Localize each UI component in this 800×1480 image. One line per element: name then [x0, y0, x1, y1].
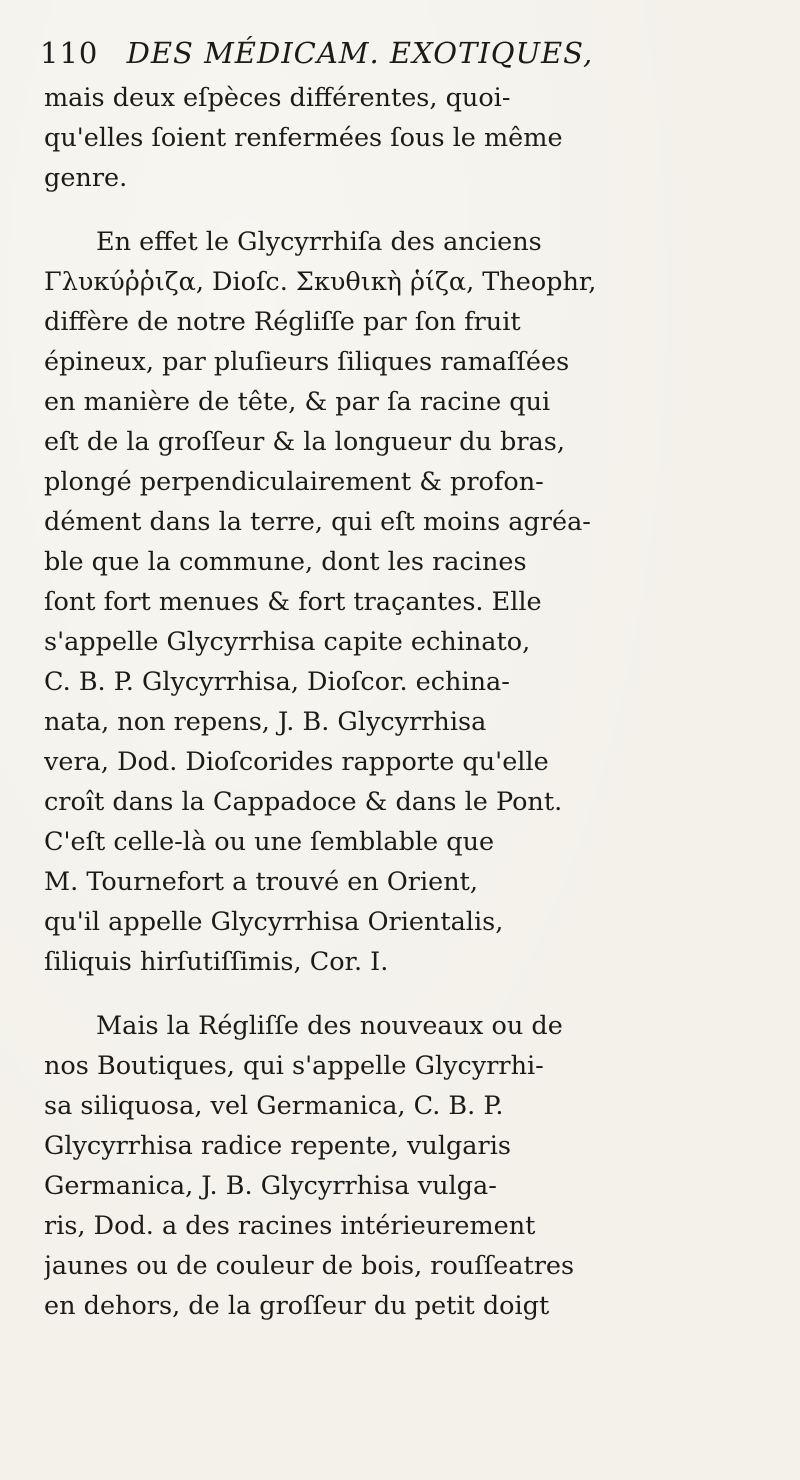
text-line: épineux, par pluſieurs ſiliques ramaſſées — [44, 347, 570, 377]
text-line: dément dans la terre, qui eſt moins agréa- — [44, 507, 591, 537]
text-line: genre. — [44, 163, 128, 193]
text-line: plongé perpendiculairement & profon- — [44, 467, 544, 497]
text-line: croît dans la Cappadoce & dans le Pont. — [44, 787, 563, 817]
text-line: ſiliquis hirſutiſſimis, Cor. I. — [44, 947, 389, 977]
text-line: Germanica, J. B. Glycyrrhisa vulga- — [44, 1171, 497, 1201]
text-line: Γλυκύῤῥιζα, Dioſc. Σκυθικὴ ῥίζα, Theophr, — [44, 267, 597, 297]
text-line: diffère de notre Régliſſe par ſon fruit — [44, 307, 521, 337]
text-line: mais deux eſpèces différentes, quoi- — [44, 83, 511, 113]
text-line: M. Tournefort a trouvé en Orient, — [44, 867, 479, 897]
body-text — [44, 78, 774, 1326]
text-line: eſt de la groſſeur & la longueur du bras, — [44, 427, 565, 457]
text-line: En effet le Glycyrrhiſa des anciens — [96, 227, 542, 257]
text-line: s'appelle Glycyrrhisa capite echinato, — [44, 627, 531, 657]
text-line: Mais la Régliſſe des nouveaux ou de — [96, 1011, 563, 1041]
text-line: Glycyrrhisa radice repente, vulgaris — [44, 1131, 511, 1161]
text-line: nos Boutiques, qui s'appelle Glycyrrhi- — [44, 1051, 544, 1081]
text-line: ſont fort menues & fort traçantes. Elle — [44, 587, 542, 617]
text-line: qu'il appelle Glycyrrhisa Orientalis, — [44, 907, 504, 937]
text-line: en dehors, de la groſſeur du petit doigt — [44, 1291, 550, 1321]
text-line: ris, Dod. a des racines intérieurement — [44, 1211, 536, 1241]
text-line: sa siliquosa, vel Germanica, C. B. P. — [44, 1091, 504, 1121]
paragraph-gap — [44, 982, 774, 1006]
paragraph-gap — [44, 198, 774, 222]
text-line: C. B. P. Glycyrrhisa, Dioſcor. echina- — [44, 667, 510, 697]
text-line: C'eſt celle-là ou une ſemblable que — [44, 827, 495, 857]
text-line: jaunes ou de couleur de bois, rouſſeatres — [44, 1251, 575, 1281]
text-line: vera, Dod. Dioſcorides rapporte qu'elle — [44, 747, 549, 777]
page-number: 110 — [40, 36, 99, 70]
text-line: nata, non repens, J. B. Glycyrrhisa — [44, 707, 487, 737]
running-header — [40, 30, 780, 76]
text-line: en manière de tête, & par ſa racine qui — [44, 387, 551, 417]
running-title: DES MÉDICAM. EXOTIQUES, — [126, 36, 594, 70]
text-line: qu'elles ſoient renfermées ſous le même — [44, 123, 563, 153]
text-line: ble que la commune, dont les racines — [44, 547, 527, 577]
